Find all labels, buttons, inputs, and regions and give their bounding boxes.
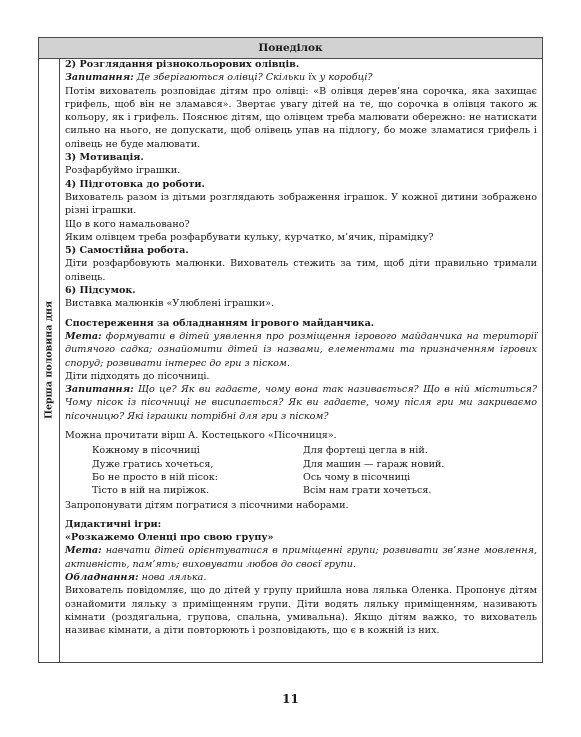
step-heading: 5) Самостійна робота. xyxy=(65,245,189,257)
equipment-line xyxy=(65,571,537,584)
poem-line: Для машин — гараж новий. xyxy=(303,458,445,470)
poem-line: Тісто в ній на пиріжок. xyxy=(92,485,210,497)
section-title: Дидактичні ігри: xyxy=(65,518,162,530)
period-label: Перша половина дня xyxy=(43,300,55,420)
goal-text: формувати в дітей уявлення про розміщення ігрового майданчика на території дитячого садка; ознайомити дітей із назвами, елементами та призначенням ігрових споруд; розвивати інтерес до гри з піском. xyxy=(65,330,537,369)
table-row xyxy=(39,58,542,662)
paragraph: Запропонувати дітям погратися з пісочними наборами. xyxy=(65,499,349,511)
step-heading: 3) Мотивація. xyxy=(65,152,144,164)
question-text: Що це? Як ви гадаєте, чому вона так називається? Що в ній міститься? Чому пісок із пісочниці не висипається? Як ви гадаєте, чому після гри ми закриваємо пісочницю? Які іграшки потрібні для гри з піском? xyxy=(65,384,537,422)
paragraph: Вихователь повідомляє, що до дітей у групу прийшла нова лялька Оленка. Пропонує дітям ознайомити ляльку з приміщенням групи. Діти водять ляльку приміщенням, називають кімнати (роздягальна, групова, спальна, умивальна). Якщо дітям важко, то вихователь називає кімнати, а діти повторюють і розповідають, що є в кожній із них. xyxy=(65,585,537,637)
paragraph: Діти розфарбовують малюнки. Вихователь стежить за тим, щоб діти правильно тримали олівець. xyxy=(65,258,537,283)
paragraph: Вихователь разом із дітьми розглядають зображення іграшок. У кожної дитини зображено різні іграшки. xyxy=(65,191,537,217)
paragraph: Яким олівцем треба розфарбувати кульку, курчатко, м’ячик, пірамідку? xyxy=(65,231,434,243)
goal-text: навчати дітей орієнтуватися в приміщенні групи; розвивати зв’язне мовлення, активність, пам’ять; виховувати любов до своєї групи. xyxy=(65,545,537,570)
day-header: Понеділок xyxy=(39,38,542,59)
goal-line xyxy=(65,544,537,571)
paragraph: Виставка малюнків «Улюблені іграшки». xyxy=(65,298,275,310)
poem-line: Дуже гратись хочеться, xyxy=(92,458,214,470)
activity-content xyxy=(65,58,537,662)
page-number: 11 xyxy=(282,692,299,706)
equipment-label: Обладнання: xyxy=(65,571,139,583)
goal-line xyxy=(65,330,537,370)
poem xyxy=(92,444,537,497)
question-label: Запитання: xyxy=(65,384,134,396)
step-heading: 4) Підготовка до роботи. xyxy=(65,178,205,190)
paragraph: Розфарбуймо іграшки. xyxy=(65,165,181,177)
question-line xyxy=(65,71,537,84)
schedule-table xyxy=(38,37,543,663)
paragraph: Потім вихователь розповідає дітям про олівці: «В олівця дерев’яна сорочка, яка захищає грифель, щоб він не зламався». Звертає увагу дітей на те, що сорочка в олівця такого ж кольору, як і грифель. Пояснює дітям, що олівцем треба малювати обережно: не натискати сильно на нього, не допускати, щоб олівець упав на підлогу, бо може зламатися грифель і олівець не буде малювати. xyxy=(65,85,537,150)
goal-label: Мета: xyxy=(65,545,102,557)
question-line xyxy=(65,383,537,423)
poem-line: Всім нам грати хочеться. xyxy=(303,485,432,497)
equipment-text: нова лялька. xyxy=(138,571,207,583)
paragraph: Що в кого намальовано? xyxy=(65,218,190,230)
paragraph: Діти підходять до пісочниці. xyxy=(65,370,210,382)
question-label: Запитання: xyxy=(65,72,134,84)
poem-line: Кожному в пісочниці xyxy=(92,445,200,457)
goal-label: Мета: xyxy=(65,330,102,342)
game-title: «Розкажемо Оленці про свою групу» xyxy=(65,532,274,544)
section-title: Спостереження за обладнанням ігрового майданчика. xyxy=(65,317,375,329)
step-heading: 2) Розглядання різнокольорових олівців. xyxy=(65,59,300,70)
poem-line: Для фортеці цегла в ній. xyxy=(303,445,428,457)
period-cell xyxy=(39,58,60,662)
poem-line: Бо не просто в ній пісок: xyxy=(92,471,219,483)
question-text: Де зберігаються олівці? Скільки їх у коробці? xyxy=(133,72,373,84)
poem-line: Ось чому в пісочниці xyxy=(303,471,411,483)
paragraph: Можна прочитати вірш А. Костецького «Пісочниця». xyxy=(65,430,337,442)
step-heading: 6) Підсумок. xyxy=(65,285,136,297)
